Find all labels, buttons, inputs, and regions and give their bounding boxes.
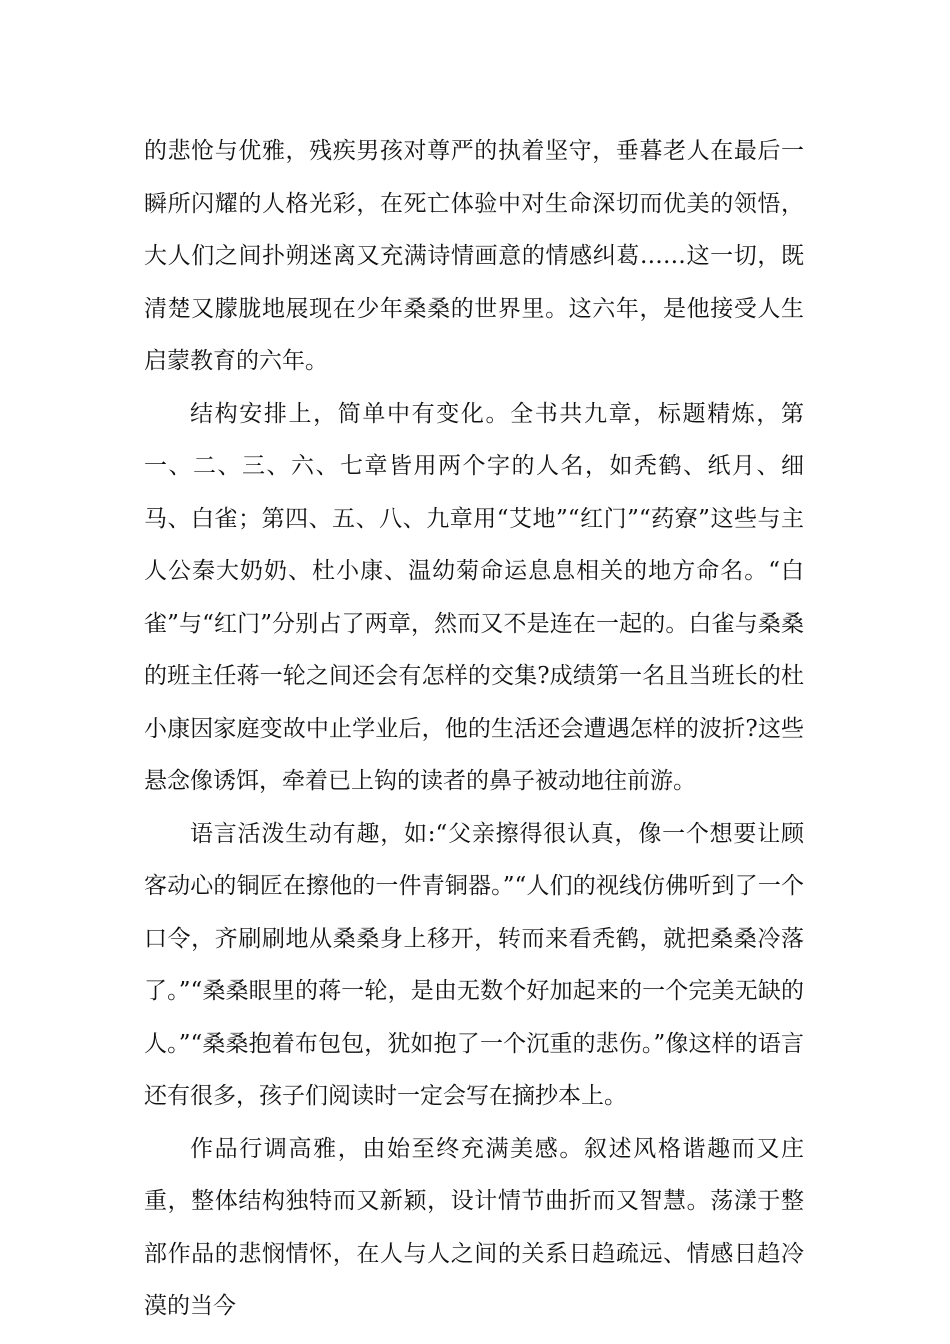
paragraph-3: 语言活泼生动有趣，如:“父亲擦得很认真，像一个想要让顾客动心的铜匠在擦他的一件青铜器。”“人们的视线仿佛听到了一个口令，齐刷刷地从桑桑身上移开，转而来看秃鹤，就把桑桑冷落了。”“桑桑眼里的蒋一轮，是由无数个好加起来的一个完美无缺的人。”“桑桑抱着布包包，犹如抱了一个沉重的悲伤。”像这样的语言还有很多，孩子们阅读时一定会写在摘抄本上。 bbox=[144, 820, 804, 1109]
paragraph-1: 的悲怆与优雅，残疾男孩对尊严的执着坚守，垂暮老人在最后一瞬所闪耀的人格光彩，在死亡体验中对生命深切而优美的领悟，大人们之间扑朔迷离又充满诗情画意的情感纠葛……这一切，既清楚又朦胧地展现在少年桑桑的世界里。这六年，是他接受人生启蒙教育的六年。 bbox=[144, 138, 804, 374]
document-body bbox=[144, 125, 804, 1333]
paragraph-2: 结构安排上，简单中有变化。全书共九章，标题精炼，第一、二、三、六、七章皆用两个字的人名，如秃鹤、纸月、细马、白雀；第四、五、八、九章用“艾地”“红门”“药寮”这些与主人公秦大奶奶、杜小康、温幼菊命运息息相关的地方命名。“白雀”与“红门”分别占了两章，然而又不是连在一起的。白雀与桑桑的班主任蒋一轮之间还会有怎样的交集?成绩第一名且当班长的杜小康因家庭变故中止学业后，他的生活还会遭遇怎样的波折?这些悬念像诱饵，牵着已上钩的读者的鼻子被动地往前游。 bbox=[144, 400, 804, 794]
paragraph-4: 作品行调高雅，由始至终充满美感。叙述风格谐趣而又庄重，整体结构独特而又新颖，设计情节曲折而又智慧。荡漾于整部作品的悲悯情怀，在人与人之间的关系日趋疏远、情感日趋冷漠的当今 bbox=[144, 1135, 804, 1319]
